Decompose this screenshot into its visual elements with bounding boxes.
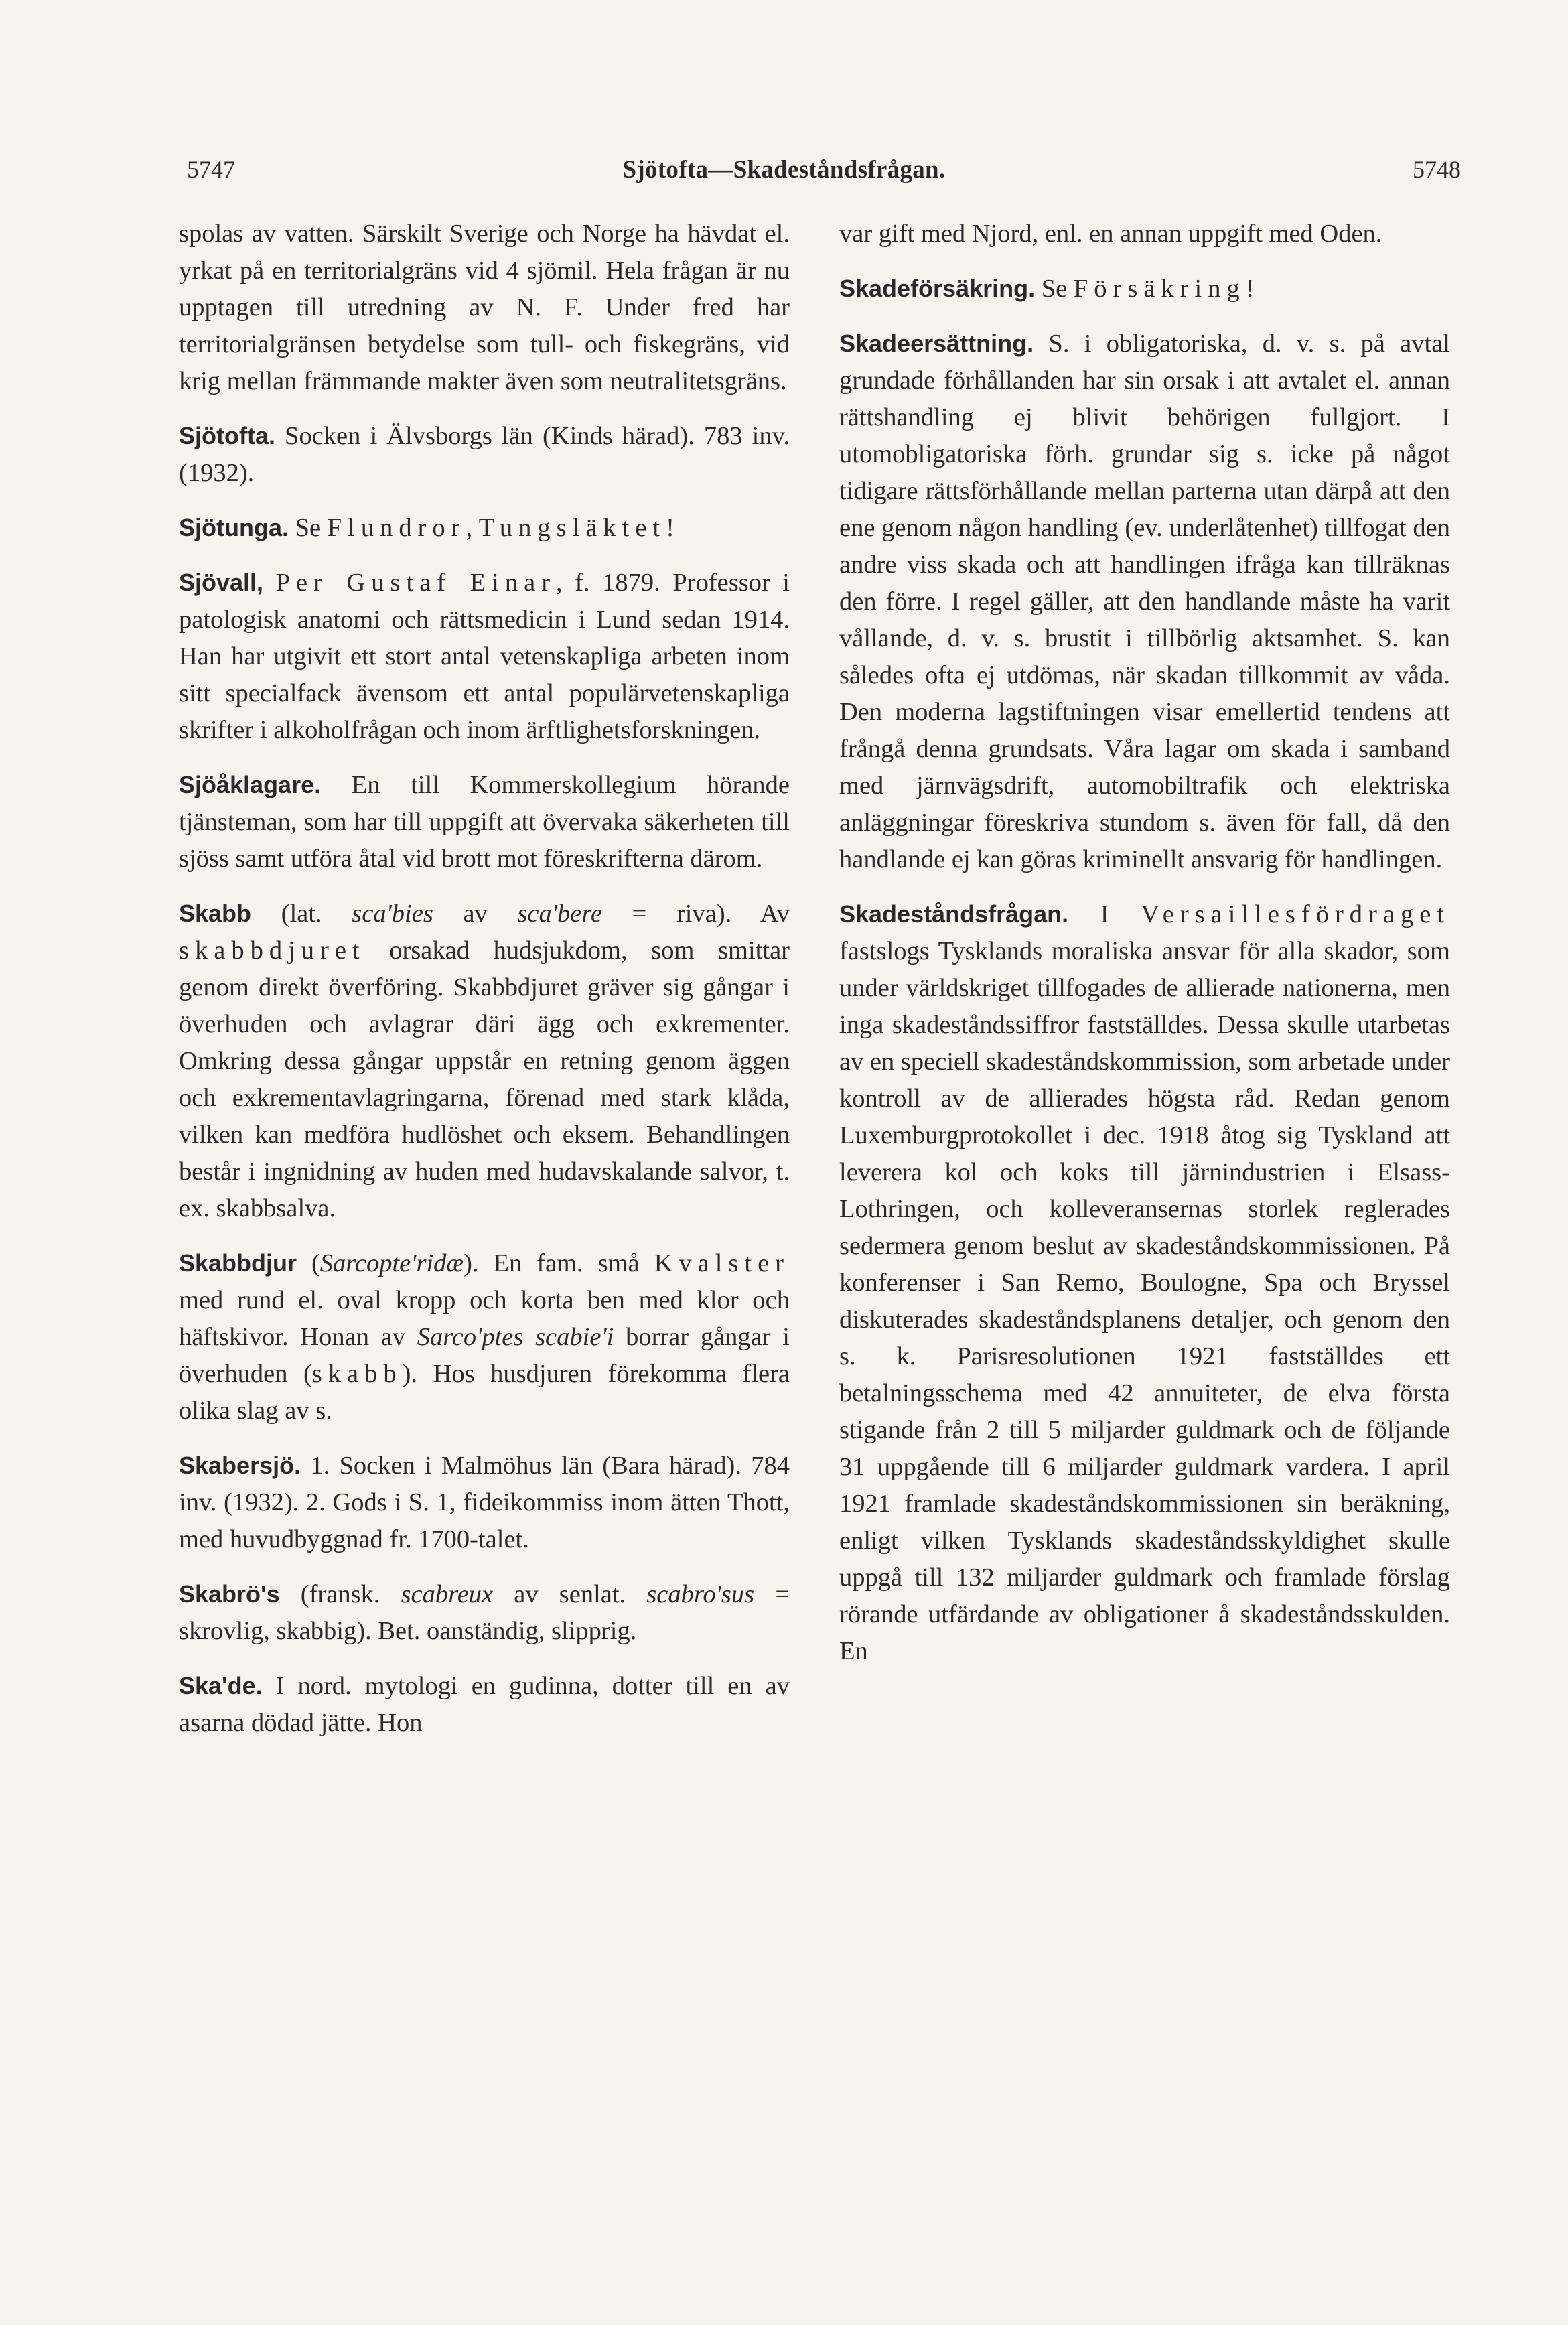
entry-skabros (179, 1575, 790, 1650)
entry-continuation-sjograns (179, 216, 790, 400)
cross-reference: Tungsläktet (478, 514, 666, 542)
entry-text: (fransk. (279, 1580, 401, 1608)
left-column (179, 216, 790, 1742)
entry-text: ). Hos husdjuren förekomma flera olika slag av s. (179, 1360, 790, 1425)
entry-headword: Skadeståndsfrågan. (839, 900, 1069, 928)
entry-skadeersattning (839, 325, 1450, 878)
entry-sjoaklagare (179, 766, 790, 877)
entry-text: Socken i Älvsborgs län (Kinds härad). 783 inv. (1932). (179, 422, 790, 487)
entry-headword: Sjötunga. (179, 514, 289, 541)
cross-reference: skabbdjuret (179, 936, 366, 965)
entry-text: I nord. mytologi en gudinna, dotter till en av asarna dödad jätte. Hon (179, 1672, 790, 1737)
entry-text: fastslogs Tysklands moraliska ansvar för alla skador, som under världskriget tillfogades de allierade nationerna, men inga skadeståndssiffror fastställdes. Dessa skulle utarbetas av en speciell skadeståndskommission, som arbetade under kontroll av de allierades högsta råd. Redan genom Luxemburgprotokollet i dec. 1918 åtog sig Tyskland att leverera kol och koks till järnindustrien i Elsass-Lothringen, och kolleveransernas storlek reglerades sedermera genom beslut av skadeståndskommissionen. På konferenser i San Remo, Boulogne, Spa och Bryssel diskuterades skadeståndsplanens detaljer, och genom den s. k. Parisresolutionen 1921 fastställdes ett betalningsschema med 42 annuiteter, de elva första stigande från 2 till 5 miljarder guldmark och de följande 31 uppgående till 6 miljarder guldmark vardera. I april 1921 framlade skadeståndskommissionen sin beräkning, enligt vilken Tysklands skadeståndsskyldighet skulle uppgå till 132 miljarder guldmark och framlade förslag rörande utfärdande av obligationer å skadeståndsskulden. En (839, 937, 1451, 1665)
entry-text: ! (1245, 275, 1255, 303)
entry-text: = riva). Av (602, 900, 790, 928)
entry-headword: Skadeförsäkring. (839, 275, 1036, 302)
entry-text: En till Kommerskollegium hörande tjänsteman, som har till uppgift att övervaka säkerheten till sjöss samt utföra åtal vid brott mot föreskrifterna därom. (179, 771, 790, 873)
cross-reference: Flundror (327, 514, 466, 542)
cross-reference: Versaillesfördraget (1141, 900, 1450, 928)
entry-text: med rund el. oval kropp och korta ben med klor och häftskivor. Honan av (179, 1286, 790, 1351)
entry-text: , (466, 514, 479, 542)
entry-text: Se (1035, 275, 1074, 303)
latin-term: sca'bere (517, 900, 602, 928)
cross-reference: Försäkring (1073, 275, 1246, 303)
entry-headword: Skadeersättning. (839, 330, 1034, 357)
page-number-right: 5748 (1413, 156, 1461, 183)
entry-headword: Ska'de. (179, 1672, 263, 1699)
entry-text: spolas av vatten. Särskilt Sverige och Norge ha hävdat el. yrkat på en territorialgräns vid 4 sjömil. Hela frågan är nu upptagen till utredning av N. F. Under fred har territorialgränsen betydelse som tull- och fiskegräns, vid krig mellan främmande makter även som neutralitetsgräns. (179, 220, 790, 395)
entry-text: av (433, 900, 518, 928)
entry-text: 1. Socken i Malmöhus län (Bara härad). 784 inv. (1932). 2. Gods i S. 1, fideikommiss inom ätten Thott, med huvudbyggnad fr. 1700-talet. (179, 1452, 790, 1553)
entry-text: ). En fam. små (464, 1249, 654, 1277)
entry-headword: Skabbdjur (179, 1249, 297, 1277)
latin-term: scabro'sus (646, 1580, 755, 1608)
latin-term: Sarco'ptes scabie'i (417, 1323, 614, 1351)
running-head-title: Sjötofta—Skadeståndsfrågan. (622, 156, 946, 184)
entry-skabersjo (179, 1447, 790, 1558)
spaced-name: Per Gustaf Einar (275, 569, 557, 597)
entry-headword: Sjöåklagare. (179, 771, 322, 798)
latin-term: Sarcopte'ridæ (319, 1249, 464, 1277)
entry-text (263, 569, 276, 597)
entry-text: ( (297, 1249, 320, 1277)
entry-continuation-skade (839, 216, 1450, 253)
cross-reference: skabb (311, 1360, 403, 1388)
entry-text: var gift med Njord, enl. en annan uppgift med Oden. (839, 220, 1382, 248)
entry-text: I (1068, 900, 1141, 928)
entry-headword: Sjötofta. (179, 422, 275, 449)
entry-sjotunga (179, 509, 790, 547)
entry-text: Se (289, 514, 328, 542)
entry-sjovall (179, 564, 790, 749)
latin-term: sca'bies (352, 900, 433, 928)
entry-text: = skrovlig, skabbig). Bet. oanständig, slipprig. (179, 1580, 790, 1645)
entry-skabbdjur (179, 1245, 790, 1429)
entry-text: , f. 1879. Professor i patologisk anatomi och rättsmedicin i Lund sedan 1914. Han har utgivit ett stort antal vetenskapliga arbeten inom sitt specialfack ävensom ett antal populärvetenskapliga skrifter i alkoholfrågan och inom ärftlighetsforskningen. (179, 569, 790, 744)
entry-text: borrar gångar i överhuden ( (179, 1323, 790, 1388)
entry-text: ! (666, 514, 674, 542)
entry-headword: Sjövall, (179, 569, 264, 596)
cross-reference: Kvalster (654, 1249, 790, 1277)
entry-skadeforsakring (839, 270, 1450, 307)
latin-term: scabreux (401, 1580, 494, 1608)
right-column (839, 216, 1450, 1670)
entry-text: S. i obligatoriska, d. v. s. på avtal grundade förhållanden har sin orsak i att avtalet el. annan rättshandling ej blivit behörigen fullgjort. I utomobligatoriska förh. grundar sig s. icke på något tidigare rättsförhållande mellan parterna utan därpå att den ene genom någon handling (ev. underlåtenhet) tillfogat den andre viss skada och att handlingen ifråga kan tillräknas den förre. I regel gäller, att den handlande måste ha varit vållande, d. v. s. brustit i tillbörlig aktsamhet. S. kan således ofta ej utdömas, när skadan tillkommit av våda. Den moderna lagstiftningen visar emellertid tendens att frångå denna grundsats. Våra lagar om skada i samband med järnvägsdrift, automobiltrafik och elektriska anläggningar föreskriva stundom s. även för fall, då den handlande ej kan göras kriminellt ansvarig för handlingen. (839, 330, 1450, 873)
entry-text: av senlat. (493, 1580, 647, 1608)
entry-text: orsakad hudsjukdom, som smittar genom direkt överföring. Skabbdjuret gräver sig gångar i överhuden och avlagrar däri ägg och exkrementer. Omkring dessa gångar uppstår en retning genom äggen och exkrementavlagringarna, förenad med stark klåda, vilken kan medföra hudlöshet och eksem. Behandlingen består i ingnidning av huden med hudavskalande salvor, t. ex. skabbsalva. (179, 936, 790, 1222)
entry-skadestandsfragan (839, 896, 1450, 1670)
entry-text: (lat. (251, 900, 352, 928)
entry-skade (179, 1667, 790, 1742)
entry-skabb (179, 895, 790, 1227)
entry-headword: Skabb (179, 900, 252, 927)
entry-sjotofta (179, 417, 790, 492)
page-number-left: 5747 (187, 156, 235, 183)
entry-headword: Skabersjö. (179, 1452, 301, 1479)
entry-headword: Skabrö's (179, 1580, 280, 1608)
